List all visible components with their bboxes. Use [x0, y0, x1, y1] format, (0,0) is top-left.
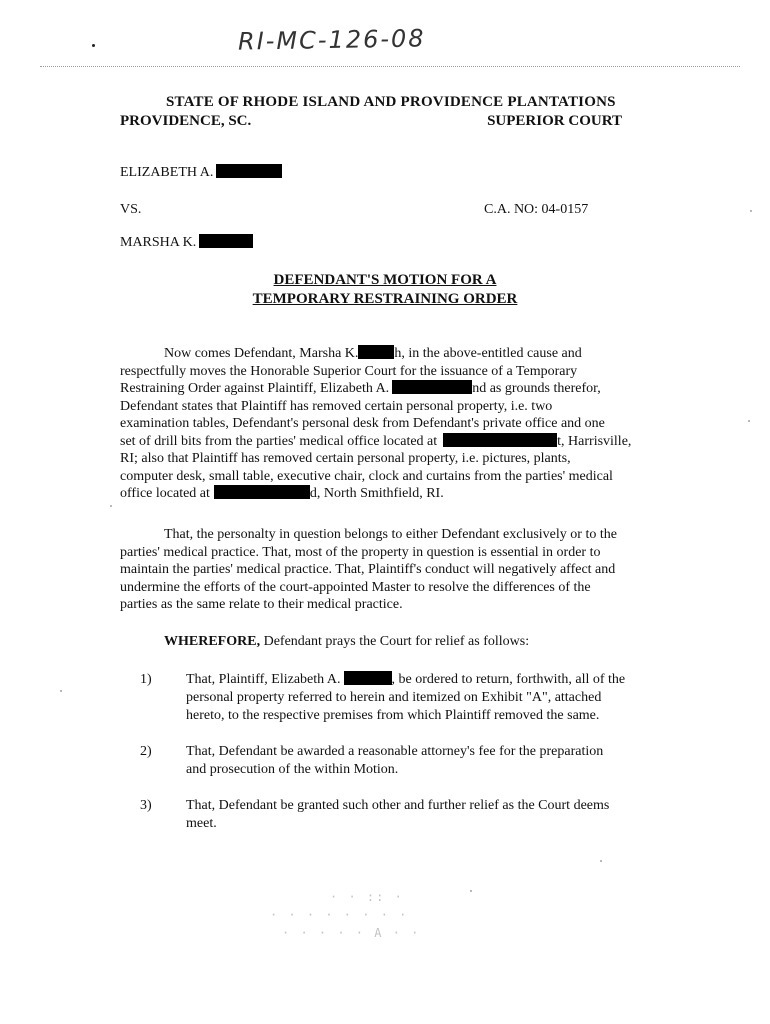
para1-line: respectfully moves the Honorable Superior Court for the issuance of a Temporary [120, 363, 578, 379]
para2-line: maintain the parties' medical practice. That, Plaintiff's conduct will negatively affect and [120, 562, 616, 577]
relief-line: That, Plaintiff, Elizabeth A. [186, 672, 341, 687]
relief-line: meet. [186, 816, 217, 831]
wherefore-lead: WHEREFORE, [164, 634, 261, 649]
redaction-box [358, 345, 394, 359]
scan-speck [470, 890, 472, 892]
versus-label: VS. [120, 202, 142, 217]
paragraph-motion [120, 345, 660, 503]
scan-artifact-line [40, 66, 740, 67]
para1-line: computer desk, small table, executive chair, clock and curtains from the parties' medical [120, 468, 613, 484]
relief-number: 3) [140, 798, 152, 813]
para1-text: set of drill bits from the parties' medical office located at [120, 433, 438, 449]
defendant-name: MARSHA K. [120, 235, 197, 250]
para1-line: RI; also that Plaintiff has removed certain personal property, i.e. pictures, plants, [120, 451, 571, 466]
motion-title-line-1: DEFENDANT'S MOTION FOR A [273, 272, 497, 288]
relief-text [186, 743, 660, 779]
defendant-name-line [120, 234, 253, 251]
relief-line: , be ordered to return, forthwith, all of the [391, 672, 626, 687]
relief-number: 2) [140, 744, 152, 759]
scan-speck [748, 420, 750, 422]
relief-line: and prosecution of the within Motion. [186, 762, 399, 777]
scan-speck [60, 690, 62, 692]
plaintiff-name-line [120, 164, 282, 181]
redaction-box [214, 485, 310, 499]
para1-text: h, in the above-entitled cause and [394, 346, 582, 361]
relief-number: 1) [140, 672, 152, 687]
para2-line: undermine the efforts of the court-appointed Master to resolve the differences of the [120, 579, 591, 595]
para1-text: office located at [120, 486, 210, 501]
para1-line [120, 380, 660, 398]
faded-filing-stamp: · · :: · · · · · · · · · · · · · · A · · [270, 890, 421, 940]
court-label: SUPERIOR COURT [487, 113, 622, 129]
para1-line [120, 345, 660, 363]
county-label: PROVIDENCE, SC. [120, 113, 252, 129]
redaction-box [443, 433, 557, 447]
relief-line: That, Defendant be granted such other and further relief as the Court deems [186, 798, 610, 813]
handwritten-case-stamp: RI-MC-126-08 [237, 24, 426, 56]
scan-speck [600, 860, 602, 862]
para1-text: Now comes Defendant, Marsha K. [164, 346, 359, 361]
para1-text: nd as grounds therefor, [472, 381, 601, 396]
redaction-box [216, 164, 282, 178]
motion-title-line-2: TEMPORARY RESTRAINING ORDER [252, 291, 518, 307]
scan-speck [750, 210, 752, 212]
para1-line [120, 485, 660, 503]
para1-text: Restraining Order against Plaintiff, Elizabeth A. [120, 381, 390, 396]
relief-line: hereto, to the respective premises from which Plaintiff removed the same. [186, 708, 600, 723]
para1-line: examination tables, Defendant's personal desk from Defendant's private office and one [120, 416, 605, 431]
plaintiff-name: ELIZABETH A. [120, 165, 214, 180]
para1-line [120, 433, 660, 451]
court-heading-row [120, 113, 622, 130]
relief-text [186, 671, 660, 725]
paragraph-grounds [120, 526, 660, 614]
para2-line: parties' medical practice. That, most of the property in question is essential in order to [120, 544, 601, 560]
wherefore-clause [164, 634, 529, 650]
relief-line: That, Defendant be awarded a reasonable attorney's fee for the preparation [186, 744, 604, 759]
para1-text: t, Harrisville, [557, 433, 632, 449]
redaction-box [344, 671, 392, 685]
para1-line: Defendant states that Plaintiff has removed certain personal property, i.e. two [120, 398, 553, 414]
relief-text [186, 797, 660, 833]
para2-line: parties as the same relate to their medical practice. [120, 597, 403, 612]
redaction-box [199, 234, 253, 248]
case-number: C.A. NO: 04-0157 [484, 202, 589, 217]
scan-speck [110, 505, 112, 507]
para1-text: d, North Smithfield, RI. [309, 486, 444, 501]
state-heading: STATE OF RHODE ISLAND AND PROVIDENCE PLANTATIONS [166, 94, 616, 110]
scan-speck [92, 44, 95, 47]
wherefore-text: Defendant prays the Court for relief as follows: [260, 634, 530, 649]
para2-line: That, the personalty in question belongs to either Defendant exclusively or to the [164, 527, 617, 542]
relief-line: personal property referred to herein and itemized on Exhibit "A", attached [186, 690, 602, 705]
redaction-box [392, 380, 472, 394]
